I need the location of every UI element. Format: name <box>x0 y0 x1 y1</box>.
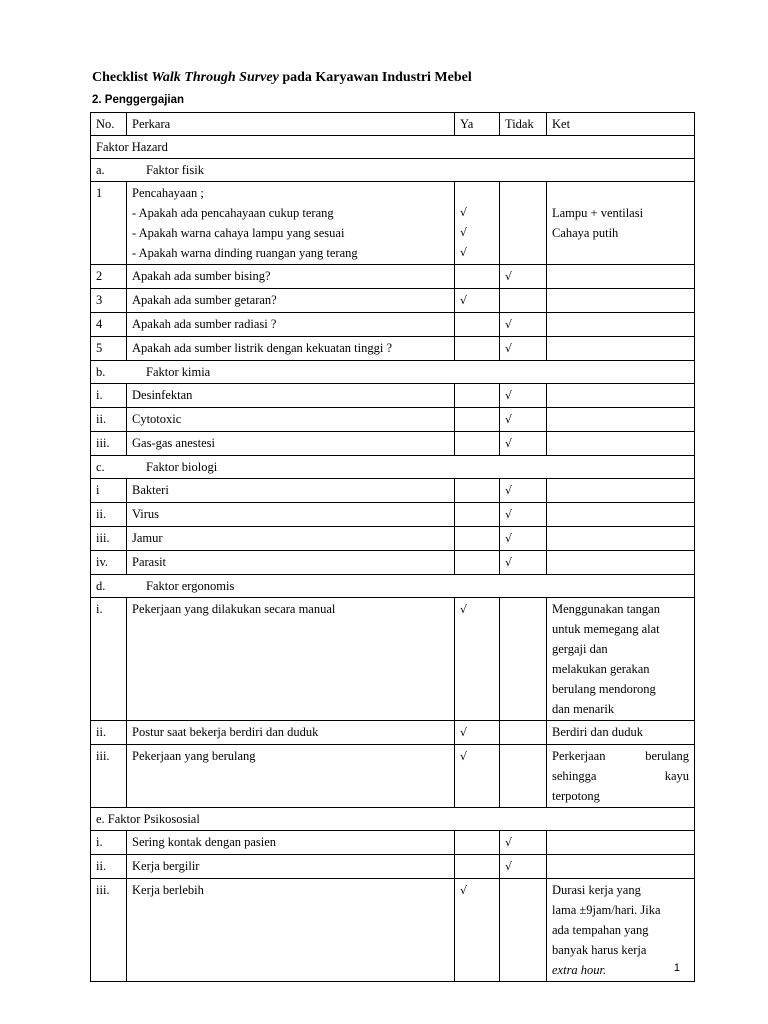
table-row <box>91 265 695 289</box>
bullet-item: - Apakah warna dinding ruangan yang terang <box>132 246 358 260</box>
row-no: iii. <box>91 527 127 551</box>
section-title: Faktor biologi <box>146 460 218 474</box>
ket-cell <box>547 408 695 432</box>
ya-cell <box>455 721 500 745</box>
ya-cell <box>455 479 500 503</box>
tidak-cell <box>500 289 547 313</box>
ket-line: terpotong <box>552 789 600 803</box>
ya-cell <box>455 527 500 551</box>
ket-cell <box>547 289 695 313</box>
table-row <box>91 551 695 575</box>
row-no: 3 <box>91 289 127 313</box>
ket-line: Cahaya putih <box>552 226 619 240</box>
table-row <box>91 337 695 361</box>
tidak-cell <box>500 337 547 361</box>
tidak-cell <box>500 879 547 982</box>
title-suffix: pada Karyawan Industri Mebel <box>278 70 472 85</box>
row-no: ii. <box>91 855 127 879</box>
tidak-cell <box>500 432 547 456</box>
tidak-cell <box>500 384 547 408</box>
ket-cell <box>547 313 695 337</box>
row-no: iii. <box>91 879 127 982</box>
bullet-item: - Apakah ada pencahayaan cukup terang <box>132 206 334 220</box>
ket-cell <box>547 265 695 289</box>
header-ket: Ket <box>547 113 695 136</box>
check-mark-icon: √ <box>505 318 513 331</box>
tidak-cell <box>500 831 547 855</box>
title-prefix: Checklist <box>92 70 152 85</box>
section-heading <box>91 575 695 598</box>
ket-line: melakukan gerakan <box>552 662 650 676</box>
section-letter: a. <box>96 163 105 177</box>
row-perkara: Parasit <box>127 551 455 575</box>
row-perkara: Apakah ada sumber radiasi ? <box>127 313 455 337</box>
table-row <box>91 313 695 337</box>
row-no: i <box>91 479 127 503</box>
page-number: 1 <box>673 962 680 974</box>
ya-cell <box>455 265 500 289</box>
ya-cell <box>455 384 500 408</box>
check-mark-icon: √ <box>460 246 468 259</box>
row-no: iii. <box>91 745 127 808</box>
ket-cell <box>547 831 695 855</box>
row-perkara: Gas-gas anestesi <box>127 432 455 456</box>
check-mark-icon: √ <box>460 206 468 219</box>
row-no: ii. <box>91 721 127 745</box>
ket-line: Lampu + ventilasi <box>552 206 644 220</box>
ket-cell <box>547 745 695 808</box>
header-ya: Ya <box>455 113 500 136</box>
ket-cell <box>547 551 695 575</box>
section-letter: b. <box>96 365 106 379</box>
check-mark-icon: √ <box>505 342 513 355</box>
row-no: i. <box>91 831 127 855</box>
ya-cell <box>455 831 500 855</box>
check-mark-icon: √ <box>460 294 468 307</box>
ya-cell <box>455 745 500 808</box>
section-subtitle: 2. Penggergajian <box>92 94 185 106</box>
check-mark-icon: √ <box>505 270 513 283</box>
section-title: Faktor ergonomis <box>146 579 235 593</box>
section-title: Faktor kimia <box>146 365 211 379</box>
row-perkara: Cytotoxic <box>127 408 455 432</box>
table-row <box>91 432 695 456</box>
ket-cell <box>547 337 695 361</box>
ya-cell <box>455 408 500 432</box>
bullet-item: - Apakah warna cahaya lampu yang sesuai <box>132 226 345 240</box>
header-perkara: Perkara <box>127 113 455 136</box>
table-row <box>91 831 695 855</box>
ket-line: ada tempahan yang <box>552 923 649 937</box>
section-title: e. Faktor Psikososial <box>91 808 695 831</box>
check-mark-icon: √ <box>505 484 513 497</box>
table-row <box>91 527 695 551</box>
section-heading <box>91 159 695 182</box>
checklist-table <box>90 112 695 982</box>
ya-cell <box>455 598 500 721</box>
check-mark-icon: √ <box>460 750 468 763</box>
ket-line: untuk memegang alat <box>552 622 660 636</box>
ket-cell <box>547 879 695 982</box>
row-perkara: Kerja bergilir <box>127 855 455 879</box>
row-no: 4 <box>91 313 127 337</box>
table-row <box>91 855 695 879</box>
tidak-cell <box>500 551 547 575</box>
ket-cell: Berdiri dan duduk <box>547 721 695 745</box>
row-no: i. <box>91 384 127 408</box>
ket-line: sehingga kayu <box>552 769 689 783</box>
row-perkara <box>127 182 455 265</box>
ya-cell <box>455 337 500 361</box>
section-letter: c. <box>96 460 105 474</box>
tidak-cell <box>500 313 547 337</box>
ket-cell <box>547 598 695 721</box>
ket-line-italic: extra hour. <box>552 963 607 977</box>
table-row <box>91 408 695 432</box>
check-mark-icon: √ <box>505 413 513 426</box>
ya-cell <box>455 551 500 575</box>
row-perkara: Sering kontak dengan pasien <box>127 831 455 855</box>
row-no: iii. <box>91 432 127 456</box>
table-row <box>91 503 695 527</box>
ket-line: dan menarik <box>552 702 615 716</box>
section-title: Faktor fisik <box>146 163 204 177</box>
faktor-hazard-row <box>91 136 695 159</box>
check-mark-icon: √ <box>460 726 468 739</box>
ket-line: banyak harus kerja <box>552 943 647 957</box>
check-mark-icon: √ <box>505 437 513 450</box>
ket-line: berulang mendorong <box>552 682 656 696</box>
check-mark-icon: √ <box>460 603 468 616</box>
ket-line: Menggunakan tangan <box>552 602 660 616</box>
tidak-cell <box>500 408 547 432</box>
row-no: i. <box>91 598 127 721</box>
section-heading <box>91 456 695 479</box>
ya-cell <box>455 289 500 313</box>
section-letter: d. <box>96 579 106 593</box>
check-mark-icon: √ <box>460 884 468 897</box>
table-row <box>91 289 695 313</box>
check-mark-icon: √ <box>505 532 513 545</box>
section-row-kimia <box>91 361 695 384</box>
row-perkara: Postur saat bekerja berdiri dan duduk <box>127 721 455 745</box>
check-mark-icon: √ <box>505 836 513 849</box>
ya-cell <box>455 182 500 265</box>
row-perkara: Virus <box>127 503 455 527</box>
row-no: 5 <box>91 337 127 361</box>
ya-cell <box>455 432 500 456</box>
ya-cell <box>455 503 500 527</box>
ket-cell <box>547 855 695 879</box>
ya-cell <box>455 313 500 337</box>
ket-cell <box>547 182 695 265</box>
tidak-cell <box>500 527 547 551</box>
row-perkara: Jamur <box>127 527 455 551</box>
ket-cell <box>547 384 695 408</box>
faktor-hazard-label: Faktor Hazard <box>91 136 695 159</box>
table-row <box>91 879 695 982</box>
ket-line: Perkerjaan berulang <box>552 749 689 763</box>
tidak-cell <box>500 182 547 265</box>
header-no: No. <box>91 113 127 136</box>
table-row <box>91 598 695 721</box>
table-row <box>91 721 695 745</box>
section-row-biologi <box>91 456 695 479</box>
row-no: 2 <box>91 265 127 289</box>
check-mark-icon: √ <box>460 226 468 239</box>
row-perkara: Pekerjaan yang dilakukan secara manual <box>127 598 455 721</box>
tidak-cell <box>500 721 547 745</box>
ket-line: lama ±9jam/hari. Jika <box>552 903 661 917</box>
check-mark-icon: √ <box>505 556 513 569</box>
tidak-cell <box>500 745 547 808</box>
tidak-cell <box>500 479 547 503</box>
row-perkara: Bakteri <box>127 479 455 503</box>
table-row <box>91 384 695 408</box>
tidak-cell <box>500 265 547 289</box>
header-tidak: Tidak <box>500 113 547 136</box>
row-intro: Pencahayaan ; <box>132 186 204 200</box>
table-row <box>91 182 695 265</box>
header-row <box>91 113 695 136</box>
row-perkara: Kerja berlebih <box>127 879 455 982</box>
check-mark-icon: √ <box>505 389 513 402</box>
ket-cell <box>547 503 695 527</box>
document-title <box>92 70 472 86</box>
ket-line: Durasi kerja yang <box>552 883 641 897</box>
ket-cell <box>547 479 695 503</box>
row-perkara: Apakah ada sumber bising? <box>127 265 455 289</box>
section-row-ergonomis <box>91 575 695 598</box>
check-mark-icon: √ <box>505 508 513 521</box>
ya-cell <box>455 879 500 982</box>
ket-cell <box>547 432 695 456</box>
row-perkara: Apakah ada sumber getaran? <box>127 289 455 313</box>
ket-line: gergaji dan <box>552 642 608 656</box>
section-row-psikososial <box>91 808 695 831</box>
table-row <box>91 745 695 808</box>
section-row-fisik <box>91 159 695 182</box>
table-row <box>91 479 695 503</box>
section-heading <box>91 361 695 384</box>
row-perkara: Desinfektan <box>127 384 455 408</box>
check-mark-icon: √ <box>505 860 513 873</box>
row-no: 1 <box>91 182 127 265</box>
row-perkara: Apakah ada sumber listrik dengan kekuatan tinggi ? <box>127 337 455 361</box>
row-no: ii. <box>91 503 127 527</box>
ya-cell <box>455 855 500 879</box>
row-no: iv. <box>91 551 127 575</box>
row-no: ii. <box>91 408 127 432</box>
tidak-cell <box>500 598 547 721</box>
row-perkara: Pekerjaan yang berulang <box>127 745 455 808</box>
title-italic: Walk Through Survey <box>151 70 279 85</box>
tidak-cell <box>500 855 547 879</box>
tidak-cell <box>500 503 547 527</box>
ket-cell <box>547 527 695 551</box>
